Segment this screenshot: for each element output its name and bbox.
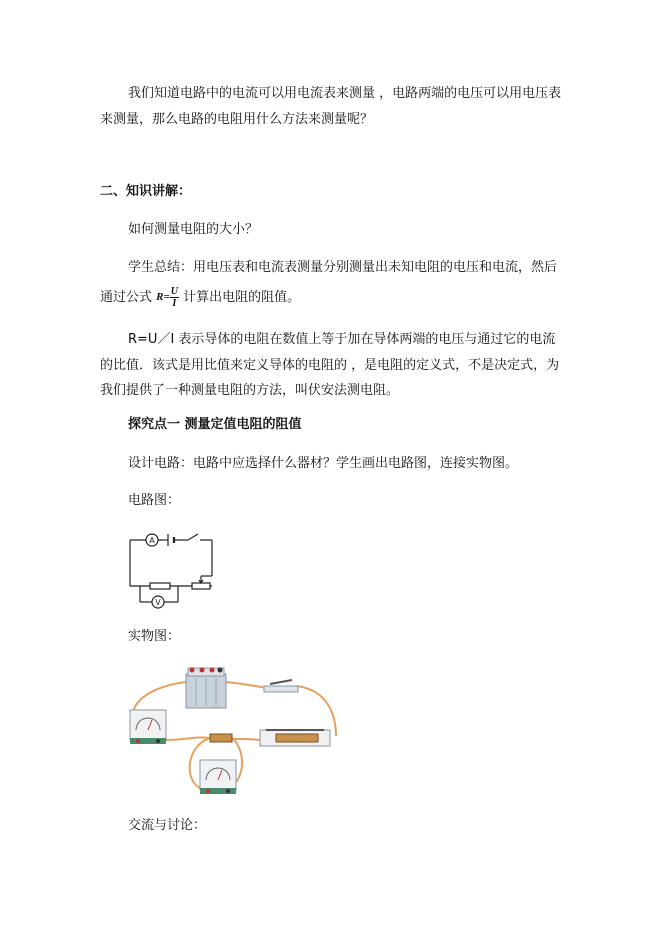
question-text: 如何测量电阻的大小？ <box>128 222 259 237</box>
definition-line-1: R=U／I 表示导体的电阻在数值上等于加在导体两端的电压与通过它的电流 <box>128 332 556 347</box>
formula-lhs: R= <box>156 291 170 304</box>
explore-heading: 探究点一 测量定值电阻的阻值 <box>128 417 302 432</box>
circuit-label: 电路图： <box>128 493 181 508</box>
summary-line-2 <box>100 286 300 309</box>
definition-line-3: 我们提供了一种测量电阻的方法，叫伏安法测电阻。 <box>100 383 400 398</box>
summary-post: 计算出电阻的阻值。 <box>183 290 301 305</box>
rheostat-device <box>260 730 330 746</box>
section-heading: 二、知识讲解： <box>100 184 192 199</box>
physical-diagram <box>126 660 358 802</box>
ammeter-device <box>200 760 236 794</box>
summary-pre: 通过公式 <box>100 290 153 305</box>
discussion-label: 交流与讨论： <box>128 818 207 833</box>
resistor-device <box>210 734 232 742</box>
formula-denominator: I <box>172 298 177 309</box>
circuit-diagram <box>128 530 220 610</box>
switch <box>264 680 298 692</box>
physical-label: 实物图： <box>128 629 181 644</box>
formula-numerator: U <box>170 286 178 297</box>
voltmeter-symbol: V <box>155 598 161 607</box>
intro-line-2: 来测量，那么电路的电阻用什么方法来测量呢？ <box>100 112 374 127</box>
formula-fraction <box>170 286 179 309</box>
intro-line-1: 我们知道电路中的电流可以用电流表来测量 ，电路两端的电压可以用电压表 <box>128 86 562 101</box>
design-text: 设计电路：电路中应选择什么器材？学生画出电路图，连接实物图。 <box>128 456 519 471</box>
definition-line-2: 的比值．该式是用比值来定义导体的电阻的 ，是电阻的定义式，不是决定式，为 <box>100 358 560 373</box>
resistance-formula <box>156 286 179 309</box>
voltmeter-device <box>130 710 166 744</box>
ammeter-symbol: A <box>149 536 155 545</box>
battery-pack <box>186 668 226 709</box>
summary-line-1: 学生总结：用电压表和电流表测量分别测量出未知电阻的电压和电流，然后 <box>128 260 558 275</box>
